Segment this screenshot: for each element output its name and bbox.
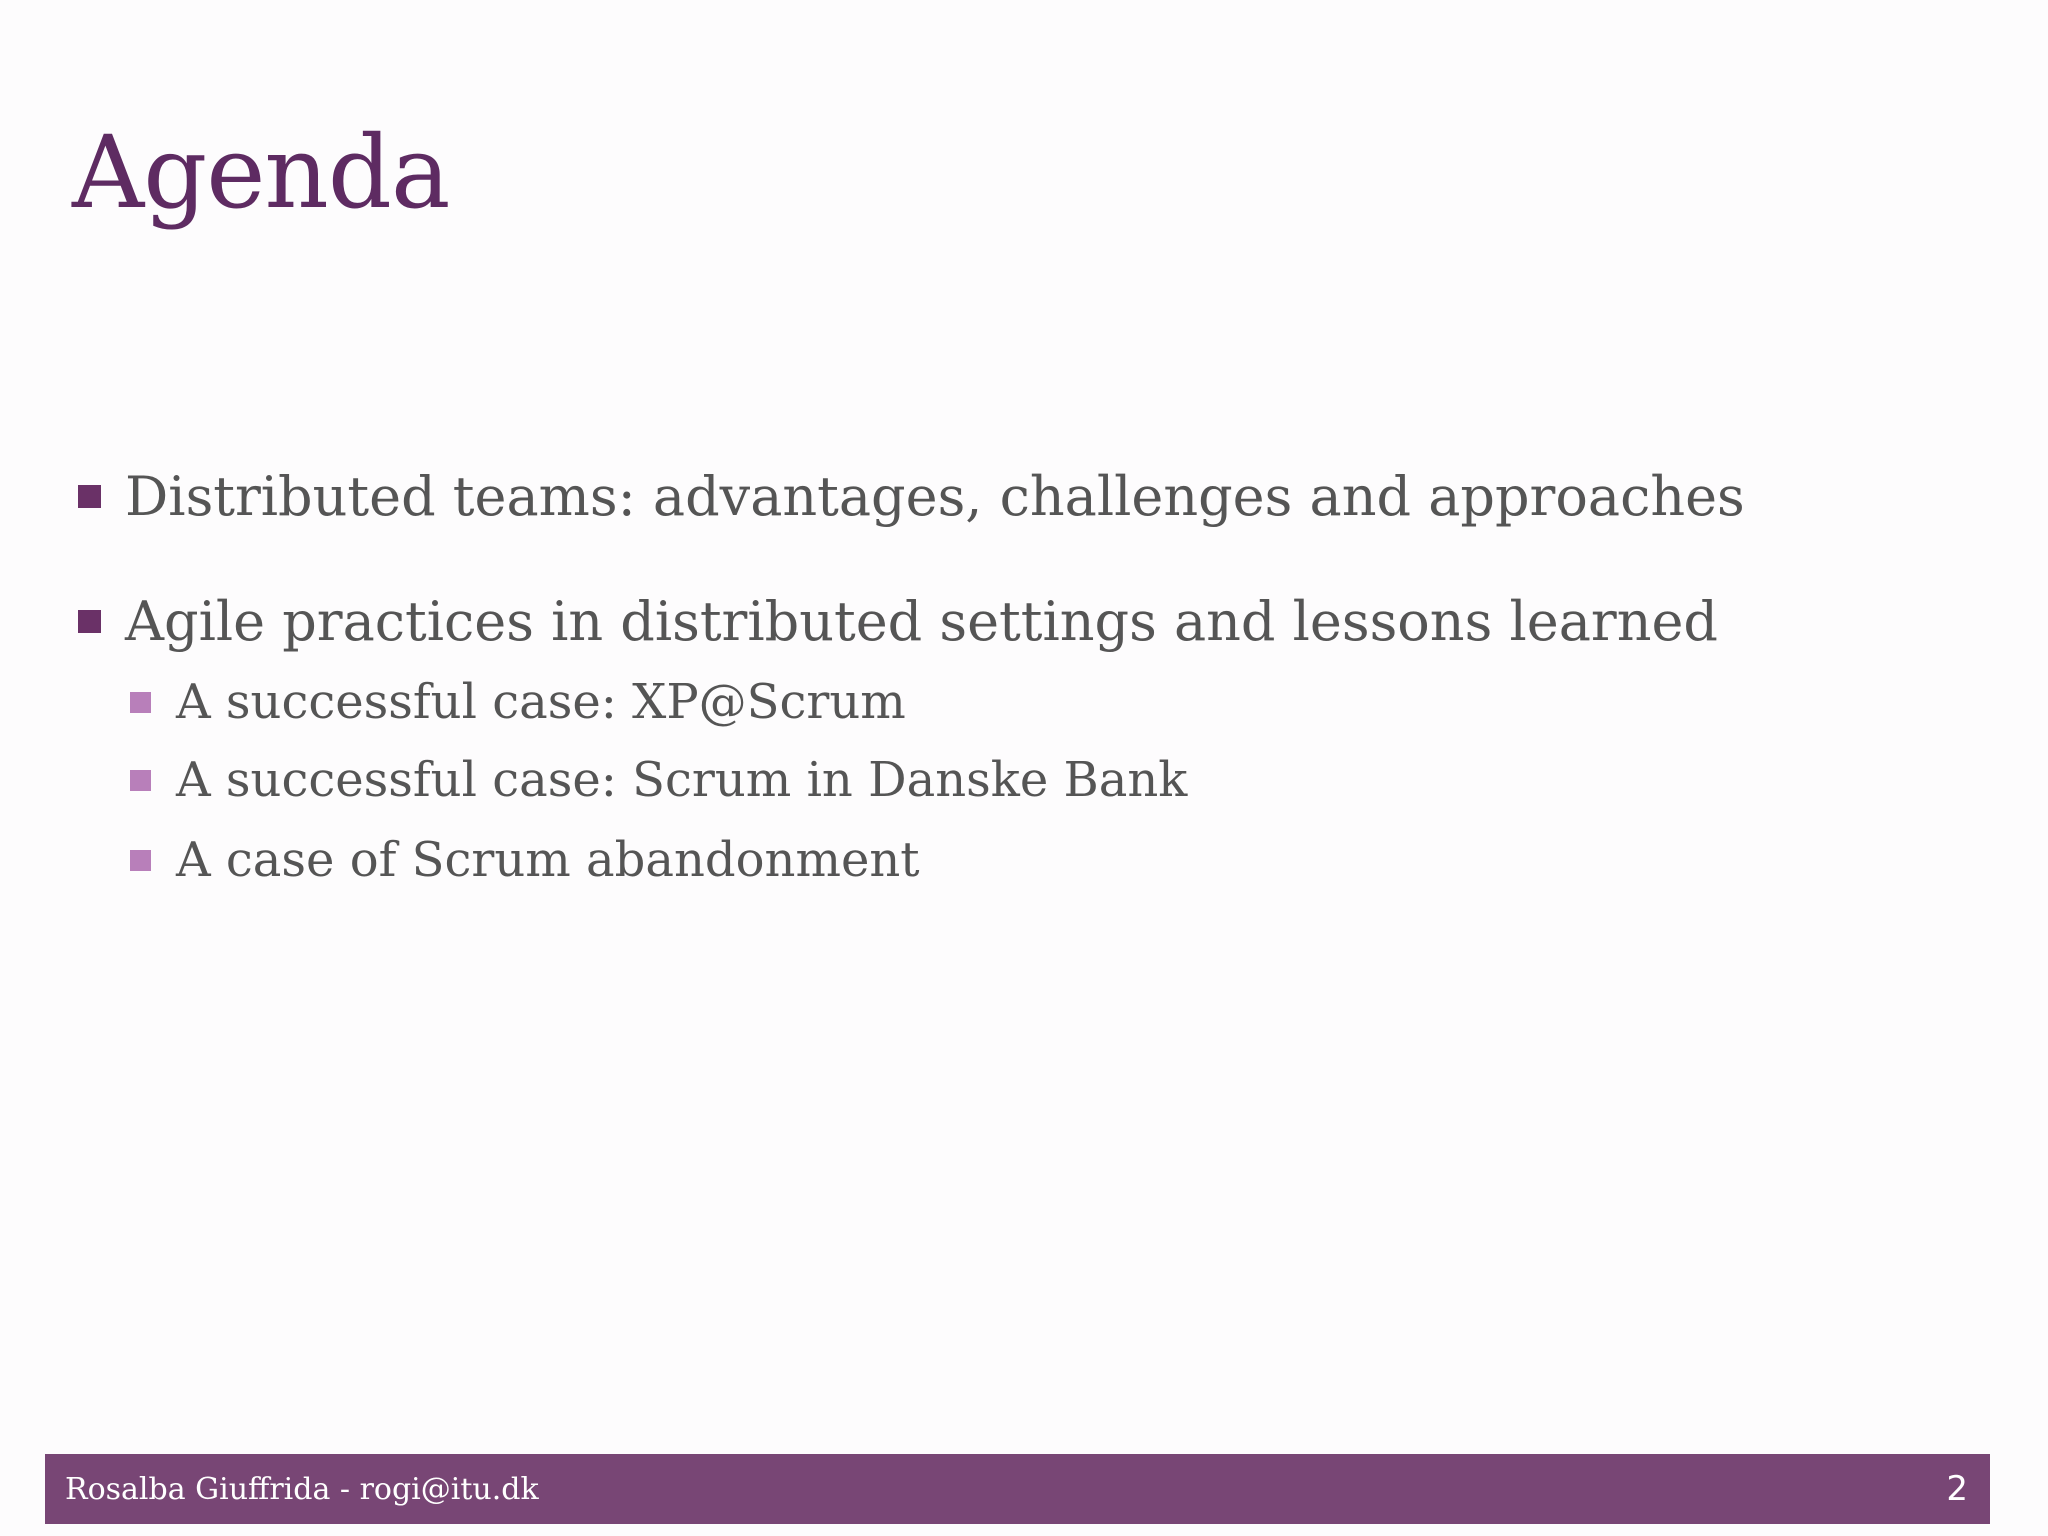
agenda-item-text: Agile practices in distributed settings and lessons learned: [125, 590, 1718, 653]
footer-bar: [45, 1454, 1990, 1524]
footer-author: Rosalba Giuffrida - rogi@itu.dk: [65, 1471, 539, 1507]
agenda-subitem: [130, 674, 906, 730]
slide-title: Agenda: [72, 114, 450, 231]
agenda-item: [78, 465, 1745, 528]
agenda-subitem-text: A successful case: XP@Scrum: [176, 674, 906, 730]
page-number: 2: [1946, 1469, 1968, 1509]
agenda-item: [78, 590, 1718, 653]
square-bullet-icon: [130, 850, 151, 871]
square-bullet-icon: [78, 485, 101, 508]
agenda-list: [78, 0, 1958, 1400]
agenda-subitem: [130, 832, 920, 888]
square-bullet-icon: [130, 770, 151, 791]
agenda-subitem-text: A successful case: Scrum in Danske Bank: [176, 752, 1188, 808]
square-bullet-icon: [130, 692, 151, 713]
agenda-item-text: Distributed teams: advantages, challenges and approaches: [125, 465, 1745, 528]
square-bullet-icon: [78, 610, 101, 633]
agenda-subitem-text: A case of Scrum abandonment: [176, 832, 920, 888]
agenda-subitem: [130, 752, 1187, 808]
